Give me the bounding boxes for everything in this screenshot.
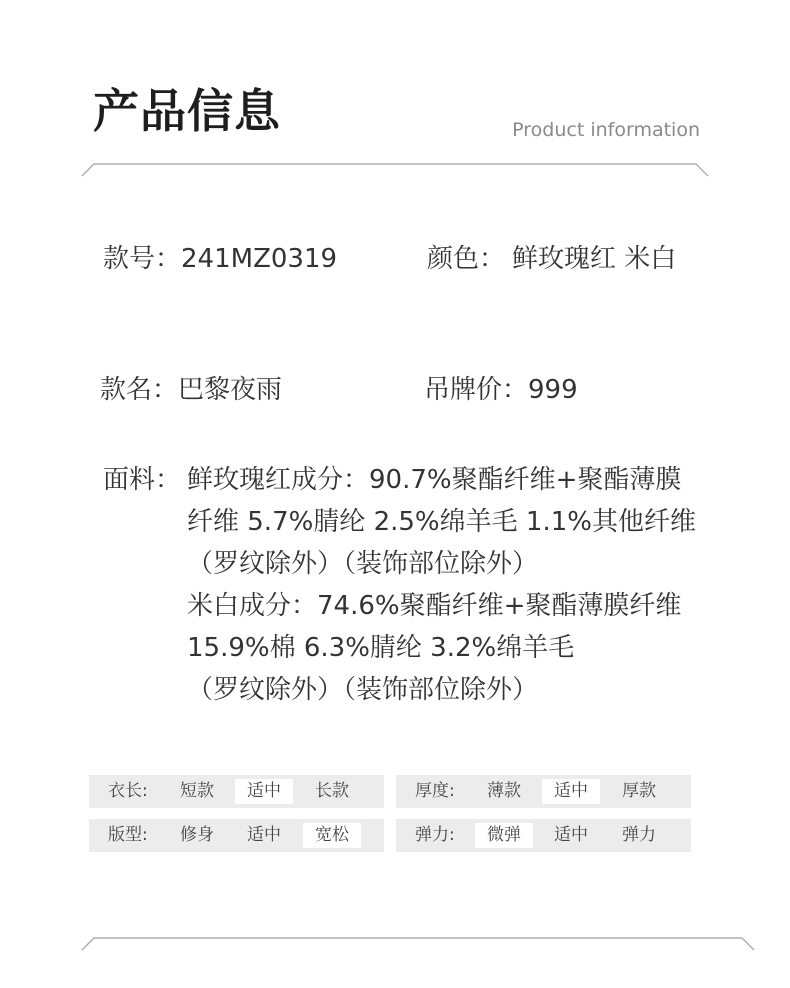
color-field [427, 238, 687, 280]
attr-fit-option: 修身 [180, 825, 214, 845]
attr-thickness-option: 厚款 [622, 781, 656, 801]
attr-elasticity-option: 弹力 [622, 825, 656, 845]
attr-elasticity-label: 弹力: [415, 825, 455, 845]
style-number-label: 款号： [103, 244, 182, 274]
fabric-line: 鲜玫瑰红成分：90.7%聚酯纤维+聚酯薄膜 [187, 465, 682, 495]
page-title: 产品信息 [93, 84, 281, 138]
attr-length-option: 长款 [315, 781, 349, 801]
fabric-line: 纤维 5.7%腈纶 2.5%绵羊毛 1.1%其他纤维 [187, 507, 696, 537]
attr-elasticity-option: 适中 [554, 825, 588, 845]
color-value: 鲜玫瑰红 米白 [512, 244, 677, 274]
attr-fit-option: 宽松 [303, 823, 361, 848]
header-divider [0, 158, 790, 182]
attr-length-option: 短款 [180, 781, 214, 801]
attr-length [89, 775, 384, 808]
attr-fit-option: 适中 [247, 825, 281, 845]
fabric-composition [187, 459, 727, 711]
tag-price-value: 999 [528, 375, 578, 405]
product-name-value: 巴黎夜雨 [178, 375, 283, 405]
product-name-field [100, 369, 282, 411]
page-subtitle: Product information [512, 119, 700, 141]
attr-elasticity [396, 819, 691, 852]
fabric-line: 米白成分：74.6%聚酯纤维+聚酯薄膜纤维 [187, 591, 682, 621]
attr-elasticity-option: 微弹 [475, 823, 533, 848]
product-name-label: 款名： [100, 375, 179, 405]
attr-fit [89, 819, 384, 852]
style-number-value: 241MZ0319 [181, 244, 338, 274]
attr-thickness-option: 薄款 [487, 781, 521, 801]
fabric-line: （罗纹除外）（装饰部位除外） [187, 549, 539, 579]
fabric-line: （罗纹除外）（装饰部位除外） [187, 675, 539, 705]
tag-price-field [424, 369, 578, 411]
fabric-label: 面料： [103, 465, 182, 495]
attr-thickness [396, 775, 691, 808]
style-number-field [103, 238, 337, 280]
color-label: 颜色： [427, 244, 506, 274]
attr-thickness-label: 厚度: [415, 781, 455, 801]
fabric-line: 15.9%棉 6.3%腈纶 3.2%绵羊毛 [187, 633, 575, 663]
attr-thickness-option: 适中 [542, 779, 600, 804]
tag-price-label: 吊牌价： [424, 375, 529, 405]
attr-length-option: 适中 [235, 779, 293, 804]
attr-length-label: 衣长: [108, 781, 148, 801]
footer-divider [0, 932, 790, 956]
attr-fit-label: 版型: [108, 825, 148, 845]
